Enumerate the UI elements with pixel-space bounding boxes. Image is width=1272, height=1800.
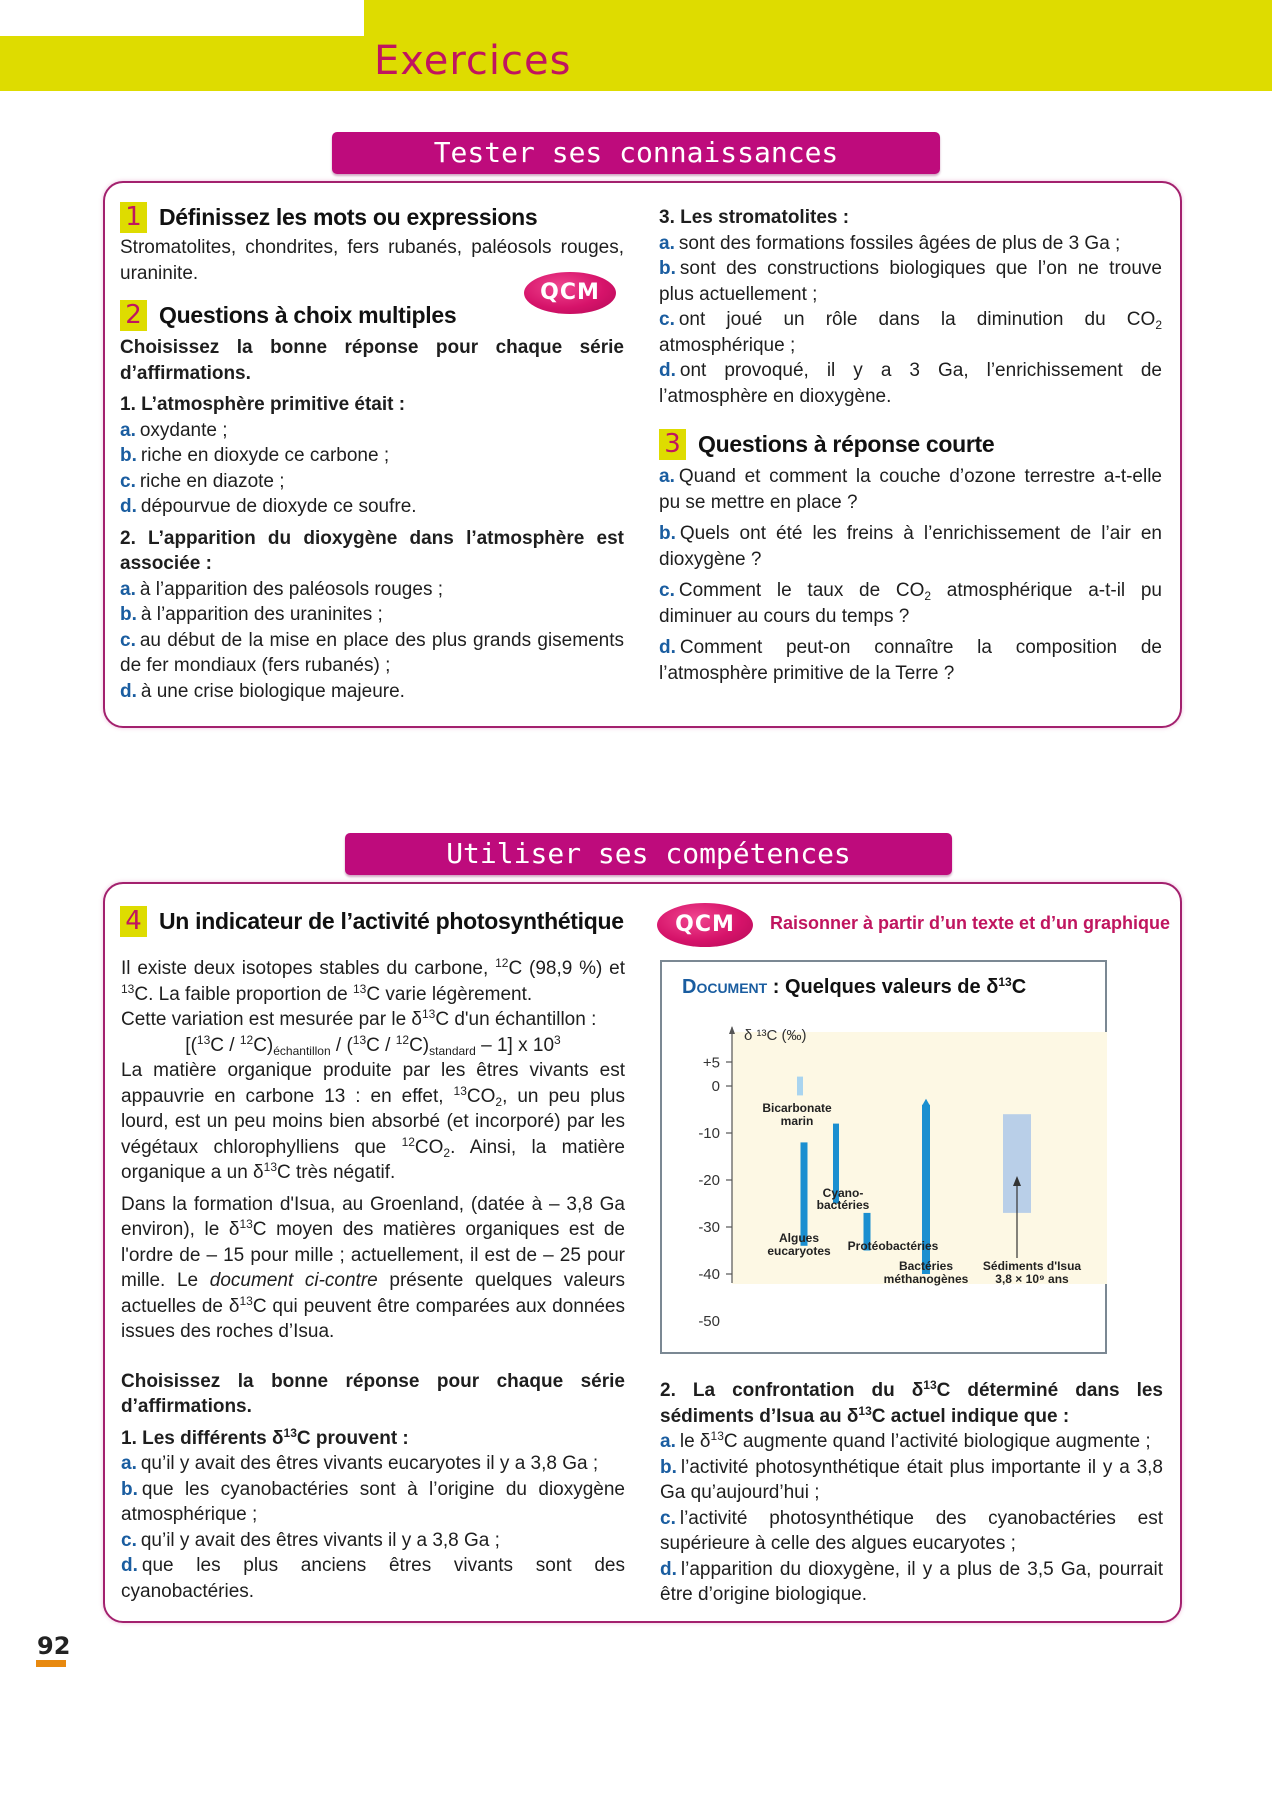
svg-text:-20: -20: [698, 1172, 720, 1189]
option: [121, 1553, 625, 1604]
option: [120, 577, 624, 603]
option-letter: d.: [659, 637, 676, 658]
svg-text:-50: -50: [698, 1313, 720, 1330]
option-letter: a.: [120, 419, 136, 441]
section-banner-utiliser: Utiliser ses compétences: [345, 833, 952, 875]
option: [120, 469, 624, 495]
option-letter: a.: [660, 1431, 676, 1452]
section1-right-column: [659, 205, 1162, 686]
option-text: à l’apparition des paléosols rouges ;: [139, 578, 443, 600]
document-chart: [660, 960, 1107, 1354]
short-question: [659, 578, 1162, 629]
page-number-underline: [36, 1660, 66, 1667]
option-text: à l’apparition des uraninites ;: [140, 604, 383, 625]
option-letter: b.: [120, 445, 137, 466]
option-text: qu’il y avait des êtres vivants il y a 3,8 Ga ;: [140, 1529, 500, 1551]
exercise-number: 3: [659, 429, 686, 460]
option: [659, 256, 1162, 307]
option: [120, 443, 624, 469]
option-text: l’activité photosynthétique des cyanobactéries est supérieure à celle des algues eucaryotes ;: [660, 1507, 1163, 1554]
header-band-top: [364, 0, 1272, 36]
delta13c-chart: [662, 962, 1109, 1356]
question-title: 1. L’atmosphère primitive était :: [120, 394, 406, 415]
svg-text:3,8 × 10⁹ ans: 3,8 × 10⁹ ans: [995, 1272, 1069, 1286]
svg-text:-30: -30: [698, 1219, 720, 1236]
exercise-number: 2: [120, 300, 147, 331]
option: [121, 1528, 625, 1554]
option: [120, 602, 624, 628]
option-text: oxydante ;: [139, 419, 228, 441]
option-letter: c.: [660, 1507, 676, 1529]
svg-text:Algues: Algues: [778, 1231, 820, 1245]
svg-text:-40: -40: [698, 1266, 720, 1283]
exercise-3-heading: [659, 429, 1162, 460]
option: [121, 1451, 625, 1477]
svg-text:Sédiments d'Isua: Sédiments d'Isua: [982, 1259, 1082, 1273]
option-letter: c.: [121, 1529, 137, 1551]
option: [120, 679, 624, 705]
intro-paragraph-2: Cette variation est mesurée par le $\delta^{13}C$ d'un échantillon :: [121, 1007, 597, 1030]
option-letter: b.: [659, 523, 676, 544]
question-text: Quand et comment la couche d’ozone terrestre a-t-elle pu se mettre en place ?: [659, 466, 1162, 513]
exercise-number: 4: [120, 906, 147, 937]
option-letter: c.: [120, 629, 136, 651]
option-letter: a.: [120, 578, 136, 600]
option: [120, 418, 624, 444]
option-letter: d.: [120, 496, 137, 517]
qcm-badge: QCM: [657, 903, 753, 947]
option-text: ont provoqué, il y a 3 Ga, l’enrichissement de l’atmosphère en dioxygène.: [659, 360, 1162, 407]
question-title: 2. La confrontation du $\delta^{13}C$ déterminé dans les sédiments d’Isua au $\delta^{13}C$ actuel indique que :: [660, 1378, 1163, 1427]
exercise-2-instruction: Choisissez la bonne réponse pour chaque série d’affirmations.: [120, 337, 624, 384]
svg-text:δ ¹³C (‰): δ ¹³C (‰): [744, 1027, 807, 1044]
subscript: 2: [924, 589, 932, 603]
option-text: à une crise biologique majeure.: [140, 680, 405, 702]
option-text: qu’il y avait des êtres vivants eucaryotes il y a 3,8 Ga ;: [140, 1453, 599, 1474]
section2-left-column: [121, 956, 625, 1604]
option-letter: b.: [659, 258, 676, 279]
question-title: 1. Les différents $\delta^{13}C$ prouvent :: [121, 1425, 409, 1449]
short-question: [659, 521, 1162, 572]
option: [660, 1557, 1163, 1608]
section-banner-tester: Tester ses connaissances: [332, 132, 940, 174]
svg-text:Protéobactéries: Protéobactéries: [847, 1239, 939, 1253]
short-question: [659, 635, 1162, 686]
svg-text:0: 0: [711, 1078, 720, 1095]
exercise-1-heading: [120, 202, 624, 233]
page-number: 92: [37, 1632, 71, 1660]
option-text: riche en diazote ;: [139, 470, 285, 492]
svg-text:+5: +5: [702, 1054, 720, 1072]
option-text: ont joué un rôle dans la diminution du CO: [678, 309, 1156, 330]
option: [660, 1506, 1163, 1557]
section2-right-column: [660, 1378, 1163, 1608]
question-text: Quels ont été les freins à l’enrichissement de l’air en dioxygène ?: [659, 523, 1162, 570]
option-letter: a.: [121, 1453, 137, 1474]
qcm-badge: QCM: [524, 272, 616, 314]
chart-bar: [797, 1077, 803, 1096]
exercise-number: 1: [120, 202, 147, 233]
question-title: 2. L’apparition du dioxygène dans l’atmosphère est associée :: [120, 527, 624, 574]
exercise-1-text: Stromatolites, chondrites, fers rubanés, paléosols rouges, uraninite.: [120, 237, 624, 284]
option-text: l’activité photosynthétique était plus importante il y a 3,8 Ga qu’aujourd’hui ;: [660, 1456, 1163, 1503]
option-text: que les plus anciens êtres vivants sont des cyanobactéries.: [121, 1555, 625, 1602]
short-question: [659, 464, 1162, 515]
option: [120, 494, 624, 520]
document-keyword: Document: [682, 976, 768, 998]
document-title: Document : Quelques valeurs de $\delta^{13}C$: [682, 975, 1027, 998]
option-text: sont des constructions biologiques que l’on ne trouve plus actuellement ;: [659, 258, 1162, 305]
option-text: au début de la mise en place des plus grands gisements de fer mondiaux (fers rubanés) ;: [120, 629, 624, 676]
option-letter: b.: [660, 1456, 677, 1478]
option-text: atmosphérique ;: [659, 334, 796, 356]
svg-text:Bicarbonate: Bicarbonate: [762, 1101, 832, 1115]
skill-label: Raisonner à partir d’un texte et d’un graphique: [770, 913, 1171, 933]
option-text: riche en dioxyde ce carbone ;: [140, 445, 390, 466]
option: [121, 1477, 625, 1528]
option-letter: b.: [121, 1478, 138, 1500]
option-letter: c.: [659, 309, 675, 330]
option-letter: b.: [120, 604, 137, 625]
option-text: dépourvue de dioxyde ce soufre.: [140, 496, 417, 517]
option-text: que les cyanobactéries sont à l’origine du dioxygène atmosphérique ;: [121, 1478, 625, 1525]
question-text: Comment le taux de CO: [678, 580, 925, 601]
exercise-4-heading: [120, 906, 624, 937]
subscript: 2: [1155, 318, 1162, 332]
option: [659, 231, 1162, 257]
svg-text:-10: -10: [698, 1125, 720, 1142]
svg-text:eucaryotes: eucaryotes: [767, 1244, 831, 1258]
exercise-4-instruction: Choisissez la bonne réponse pour chaque série d’affirmations.: [121, 1370, 625, 1417]
svg-text:Cyano-: Cyano-: [822, 1186, 864, 1200]
option-letter: d.: [659, 360, 676, 381]
intro-paragraph-3: La matière organique produite par les êtres vivants est appauvrie en carbone 13 : en effet, $^{13}CO_2$, un peu plus lourd, est un peu moins bien absorbé (et incorporé) par les végétaux chlorophylliens que $^{12}CO_2$. Ainsi, la matière organique a un $\delta^{13}C$ très négatif.: [121, 1060, 625, 1183]
exercise-title: Un indicateur de l’activité photosynthétique: [159, 908, 624, 934]
svg-text:méthanogènes: méthanogènes: [883, 1272, 969, 1286]
svg-text:marin: marin: [780, 1114, 814, 1128]
option: [120, 628, 624, 679]
option-letter: a.: [659, 466, 675, 487]
option-text: l’apparition du dioxygène, il y a plus de 3,5 Ga, pourrait être d’origine biologique.: [660, 1558, 1163, 1605]
option: [659, 358, 1162, 409]
intro-paragraph-1: Il existe deux isotopes stables du carbone, $^{12}$C (98,9 %) et $^{13}$C. La faible proportion de $^{13}$C varie légèrement.: [121, 956, 625, 1005]
delta-formula: $[(^{13}C / ^{12}C)_{échantillon} / (^{13}C / ^{12}C)_{standard} - 1]$ x $10^3$: [185, 1032, 561, 1058]
option-letter: d.: [120, 680, 137, 702]
exercise-title: Définissez les mots ou expressions: [159, 203, 538, 230]
svg-text:Bactéries: Bactéries: [898, 1259, 954, 1273]
svg-text:bactéries: bactéries: [816, 1198, 870, 1212]
option-letter: d.: [121, 1555, 138, 1576]
option-letter: c.: [120, 470, 136, 492]
exercise-title: Questions à choix multiples: [159, 301, 457, 328]
option: [660, 1455, 1163, 1506]
option-letter: d.: [660, 1558, 677, 1580]
exercise-title: Questions à réponse courte: [698, 430, 995, 457]
question-text: atmosphérique a-t-il pu diminuer au cours du temps ?: [659, 580, 1162, 627]
page-title: Exercices: [374, 38, 572, 84]
question-title: 3. Les stromatolites :: [659, 207, 850, 228]
question-text: Comment peut-on connaître la composition de l’atmosphère primitive de la Terre ?: [659, 637, 1162, 684]
option-letter: a.: [659, 232, 675, 254]
intro-paragraph-4: Dans la formation d'Isua, au Groenland, (datée à – 3,8 Ga environ), le $\delta^{13}C$ moyen des matières organiques est de l'ordre de – 15 pour mille ; actuellement, il est de – 25 pour mille. Le document ci-contre présente quelques valeurs actuelles de $\delta^{13}C$ qui peuvent être comparées aux données issues des roches d’Isua.: [121, 1193, 626, 1342]
header-band: [0, 36, 1272, 91]
option-letter: c.: [659, 580, 675, 601]
option: [659, 307, 1162, 358]
option: a. le $\delta^{13}C$ augmente quand l’activité biologique augmente ;: [660, 1429, 1151, 1452]
option-text: sont des formations fossiles âgées de plus de 3 Ga ;: [678, 232, 1121, 254]
